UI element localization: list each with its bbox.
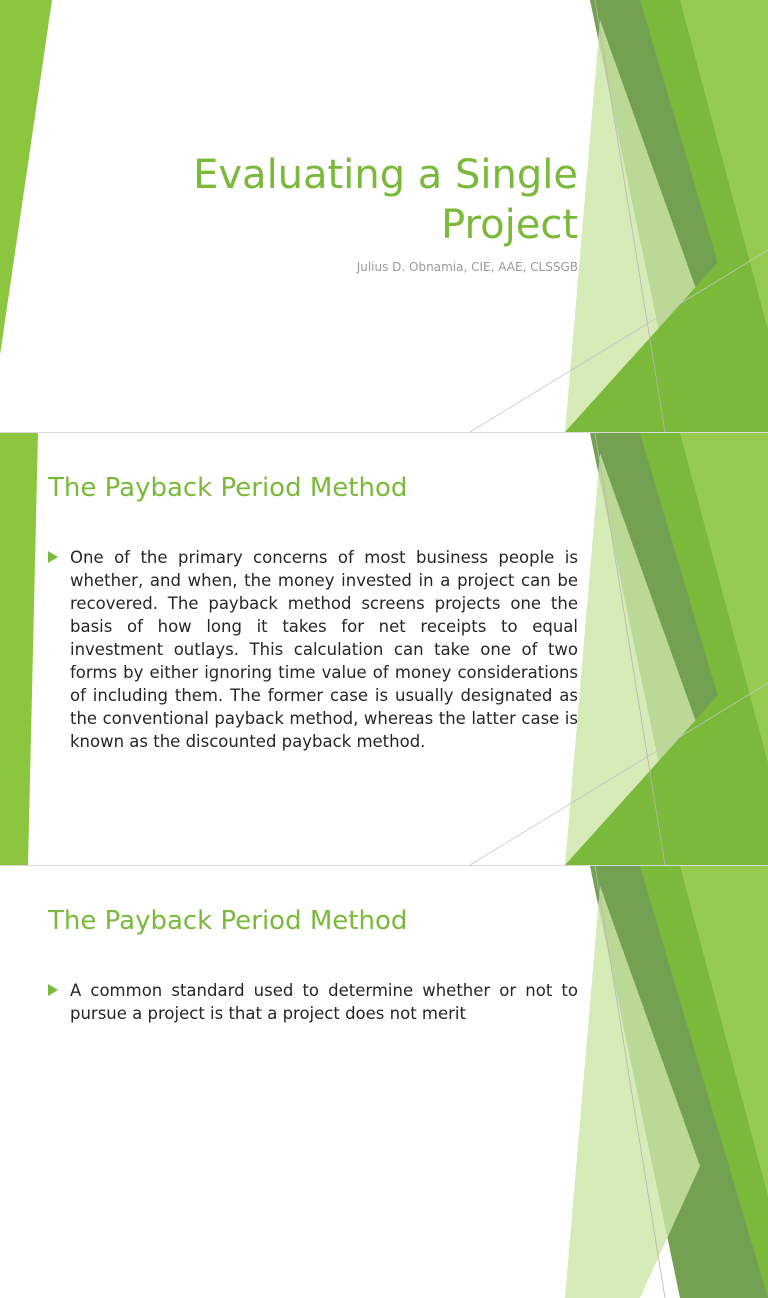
slide-heading: The Payback Period Method — [48, 906, 408, 936]
presentation-subtitle: Julius D. Obnamia, CIE, AAE, CLSSGB — [356, 260, 578, 274]
bullet-arrow-icon — [48, 984, 58, 996]
bullet-arrow-icon — [48, 551, 58, 563]
slide-2[interactable] — [0, 433, 768, 865]
bullet-text: One of the primary concerns of most business people is whether, and when, the money invested in a project can be recovered. The payback method screens projects one the basis of how long it takes for net receipts to equal investment outlays. This calculation can take one of two forms by either ignoring time value of money considerations of including them. The former case is usually designated as the conventional payback method, whereas the latter case is known as the discounted payback method. — [70, 548, 578, 751]
slide-3[interactable] — [0, 866, 768, 1298]
bullet-item — [48, 546, 578, 753]
bullet-text: A common standard used to determine whether or not to pursue a project is that a project does not merit — [70, 981, 578, 1023]
slide-1[interactable] — [0, 0, 768, 432]
bullet-item — [48, 979, 578, 1025]
presentation-title: Evaluating a Single Project — [193, 152, 578, 248]
slide-heading: The Payback Period Method — [48, 473, 408, 503]
